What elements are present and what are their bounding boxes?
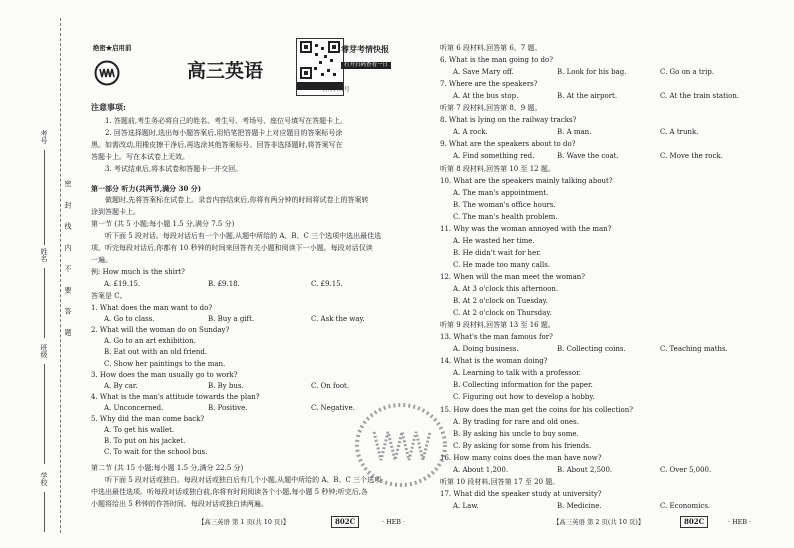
- answer-option: B. Eat out with an old friend.: [104, 348, 208, 357]
- answer-option: A. Learning to talk with a professor.: [453, 369, 581, 378]
- question-stem: 17. What did the speaker study at university?: [440, 489, 602, 498]
- answer-option: B. Positive.: [208, 403, 248, 412]
- answer-option: B. Wave the coat.: [557, 152, 619, 161]
- answer-option: C. Ask the way.: [311, 315, 365, 324]
- field-name: 姓名: [40, 248, 48, 262]
- field-school-line: [44, 492, 45, 532]
- answer-option: C. Move the rock.: [660, 152, 723, 161]
- question-stem: 12. When will the man meet the woman?: [440, 272, 586, 281]
- answer-option: A. By car.: [104, 381, 138, 390]
- answer-option: C. Economics.: [660, 501, 711, 510]
- question-stem: 2. What will the woman do on Sunday?: [91, 326, 230, 335]
- answer-option: B. To put on his jacket.: [104, 437, 186, 446]
- answer-option: A. To get his wallet.: [104, 426, 175, 435]
- question-stem: 7. Where are the speakers?: [440, 80, 538, 89]
- listening-material-heading: 听第 9 段材料,回答第 13 至 16 题。: [440, 321, 555, 330]
- footer-code-left: 802C: [331, 516, 359, 528]
- page-title: 高三英语: [187, 60, 264, 82]
- answer-option: B. Buy a gift.: [208, 315, 255, 324]
- notice-item: 答题卡上。写在本试卷上无效。: [91, 153, 189, 161]
- section-instructions: 听下面 5 段对话或独白。每段对话或独白后有几个小题,从题中所给的 A、B、C 三个选项: [105, 476, 382, 484]
- notice-item: 2. 回答选择题时,选出每小题答案后,用铅笔把答题卡上对应题目的答案标号涂: [105, 129, 343, 137]
- answer-option: C. Over 5,000.: [660, 465, 712, 474]
- example-question: 例: How much is the shirt?: [91, 268, 185, 276]
- answer-option: B. Collecting coins.: [557, 345, 626, 354]
- section-instructions: 听下面 5 段对话。每段对话后有一个小题,从题中所给的 A、B、C 三个选项中选出最佳选: [105, 232, 382, 240]
- answer-option: A. Save Mary off.: [453, 68, 514, 77]
- answer-option: C. The man's health problem.: [453, 212, 558, 221]
- part-heading: 第一部分 听力(共两节,满分 30 分): [91, 184, 202, 193]
- answer-option: A. At the bus stop.: [453, 92, 519, 101]
- answer-option: A. Unconcerned.: [104, 403, 164, 412]
- answer-option: A. Find something red.: [453, 152, 535, 161]
- question-stem: 13. What's the man famous for?: [440, 333, 553, 342]
- answer-option: A. Go to an art exhibition.: [104, 337, 196, 346]
- brand-title: 睿芽考情快报: [341, 45, 389, 54]
- answer-option: C. At 2 o'clock on Thursday.: [453, 309, 552, 318]
- field-exam-number-line: [44, 150, 45, 245]
- answer-option: A. Go to class.: [104, 315, 155, 324]
- answer-option: B. About 2,500.: [557, 465, 613, 474]
- section-instructions: 中选出最佳选项。听每段对话或独白前,你将有时间阅读各个小题,每小题 5 秒钟;听完后,各: [91, 488, 368, 496]
- answer-option: A. A rock.: [453, 128, 488, 137]
- question-stem: 5. Why did the man come back?: [91, 415, 205, 423]
- section-instructions: 项。听完每段对话后,你都有 10 秒钟的时间来回答有关小题和阅读下一小题。每段对话仅读: [91, 244, 373, 252]
- answer-option: C. Teaching maths.: [660, 345, 728, 354]
- notice-heading: 注意事项:: [91, 102, 126, 112]
- brand-bar: 打开扫码查看一日: [341, 62, 391, 69]
- footer-suffix-right: · HEB ·: [728, 518, 752, 526]
- answer-option: B. At 2 o'clock on Tuesday.: [453, 297, 548, 306]
- secret-label: 绝密★启用前: [93, 44, 132, 52]
- question-stem: 3. How does the man usually go to work?: [91, 370, 238, 379]
- answer-option: B. Medicine.: [557, 501, 602, 510]
- field-class-line: [44, 364, 45, 464]
- listening-material-heading: 听第 8 段材料,回答第 10 至 12 题。: [440, 164, 555, 173]
- part-intro: 涂到答题卡上。: [91, 208, 140, 216]
- qr-code-icon: [297, 39, 343, 81]
- example-answer: 答案是 C。: [91, 292, 127, 300]
- seal-line: [60, 18, 61, 533]
- field-name-line: [44, 268, 45, 338]
- notice-item: 3. 考试结束后,将本试卷和答题卡一并交回。: [105, 165, 243, 173]
- listening-material-heading: 听第 7 段材料,回答第 8、9 题。: [440, 104, 542, 113]
- answer-option: A. Doing business.: [453, 345, 519, 354]
- seal-text: 密 封 线 内 不 要 答 题: [64, 180, 72, 342]
- footer-suffix-left: · HEB ·: [382, 518, 406, 526]
- answer-option: C. He made too many calls.: [453, 260, 551, 269]
- listening-material-heading: 听第 10 段材料,回答第 17 至 20 题。: [440, 477, 560, 486]
- binding-margin: [0, 0, 82, 548]
- question-stem: 6. What is the man going to do?: [440, 56, 553, 65]
- brand-subtitle: 官方抖音号: [322, 87, 350, 93]
- answer-option: A. At 3 o'clock this afternoon.: [453, 285, 559, 293]
- footer-page-left: 【高三英语 第 1 页(共 10 页)】: [198, 518, 290, 526]
- answer-option: C. Go on a trip.: [660, 68, 715, 77]
- field-class: 班级: [40, 344, 48, 358]
- answer-option: B. He didn't wait for her.: [453, 248, 542, 257]
- answer-option: B. The woman's office hours.: [453, 200, 556, 209]
- answer-option: B. Collecting information for the paper.: [453, 381, 593, 390]
- example-option: A. £19.15.: [104, 280, 141, 288]
- answer-option: C. Negative.: [311, 403, 355, 412]
- notice-item: 黑。如需改动,用橡皮擦干净后,再选涂其他答案标号。回答非选择题时,将答案写在: [91, 141, 343, 149]
- answer-option: C. Show her paintings to the man.: [104, 359, 226, 368]
- part-intro: 做题时,先将答案标在试卷上。录音内容结束后,你将有两分钟的时间将试卷上的答案转: [105, 196, 369, 204]
- section-instructions: 一遍。: [91, 256, 112, 264]
- listening-material-heading: 听第 6 段材料,回答第 6、7 题。: [440, 44, 542, 52]
- question-stem: 11. Why was the woman annoyed with the man?: [440, 224, 612, 233]
- question-stem: 14. What is the woman doing?: [440, 357, 548, 366]
- section-instructions: 小题将给出 5 秒钟的作答时间。每段对话或独白读两遍。: [91, 500, 268, 508]
- answer-option: C. By asking for some from his friends.: [453, 441, 592, 450]
- question-stem: 1. What does the man want to do?: [91, 304, 213, 312]
- notice-item: 1. 答题前,考生务必将自己的姓名、考生号、考场号、座位号填写在答题卡上。: [105, 117, 348, 125]
- answer-option: C. At the train station.: [660, 92, 740, 101]
- answer-option: A. About 1,200.: [453, 465, 509, 474]
- answer-option: C. To wait for the school bus.: [104, 448, 208, 457]
- answer-option: B. By asking his uncle to buy some.: [453, 429, 579, 438]
- answer-option: A. The man's appointment.: [453, 188, 549, 197]
- section-heading: 第二节 (共 15 小题;每小题 1.5 分,满分 22.5 分): [91, 464, 244, 472]
- question-stem: 10. What are the speakers mainly talking about?: [440, 176, 613, 185]
- school-logo-icon: [94, 60, 120, 86]
- footer-code-right: 802C: [680, 516, 708, 528]
- field-school: 学校: [40, 472, 48, 486]
- question-stem: 16. How many coins does the man have now?: [440, 453, 602, 462]
- answer-option: A. Law.: [453, 501, 479, 510]
- section-heading: 第一节 (共 5 小题;每小题 1.5 分,满分 7.5 分): [91, 220, 235, 228]
- answer-option: C. A trunk.: [660, 128, 699, 137]
- footer-page-right: 【高三英语 第 2 页(共 10 页)】: [553, 518, 645, 526]
- answer-option: B. A man.: [557, 128, 592, 137]
- field-exam-number: 考号: [40, 130, 48, 144]
- answer-option: A. He wasted her time.: [453, 236, 535, 245]
- example-option: B. £9.18.: [208, 280, 240, 288]
- question-stem: 9. What are the speakers about to do?: [440, 140, 576, 149]
- answer-option: B. At the airport.: [557, 92, 618, 101]
- question-stem: 4. What is the man's attitude towards the plan?: [91, 392, 260, 401]
- question-stem: 8. What is lying on the railway tracks?: [440, 116, 577, 125]
- watermark-logo-icon: [354, 402, 448, 488]
- example-option: C. £9.15.: [311, 280, 343, 288]
- question-stem: 15. How does the man get the coins for his collection?: [440, 405, 633, 414]
- answer-option: A. By trading for rare and old ones.: [453, 417, 579, 426]
- answer-option: C. Figuring out how to develop a hobby.: [453, 393, 595, 402]
- answer-option: B. By bus.: [208, 381, 244, 390]
- answer-option: C. On foot.: [311, 381, 350, 390]
- answer-option: B. Look for his bag.: [557, 68, 627, 77]
